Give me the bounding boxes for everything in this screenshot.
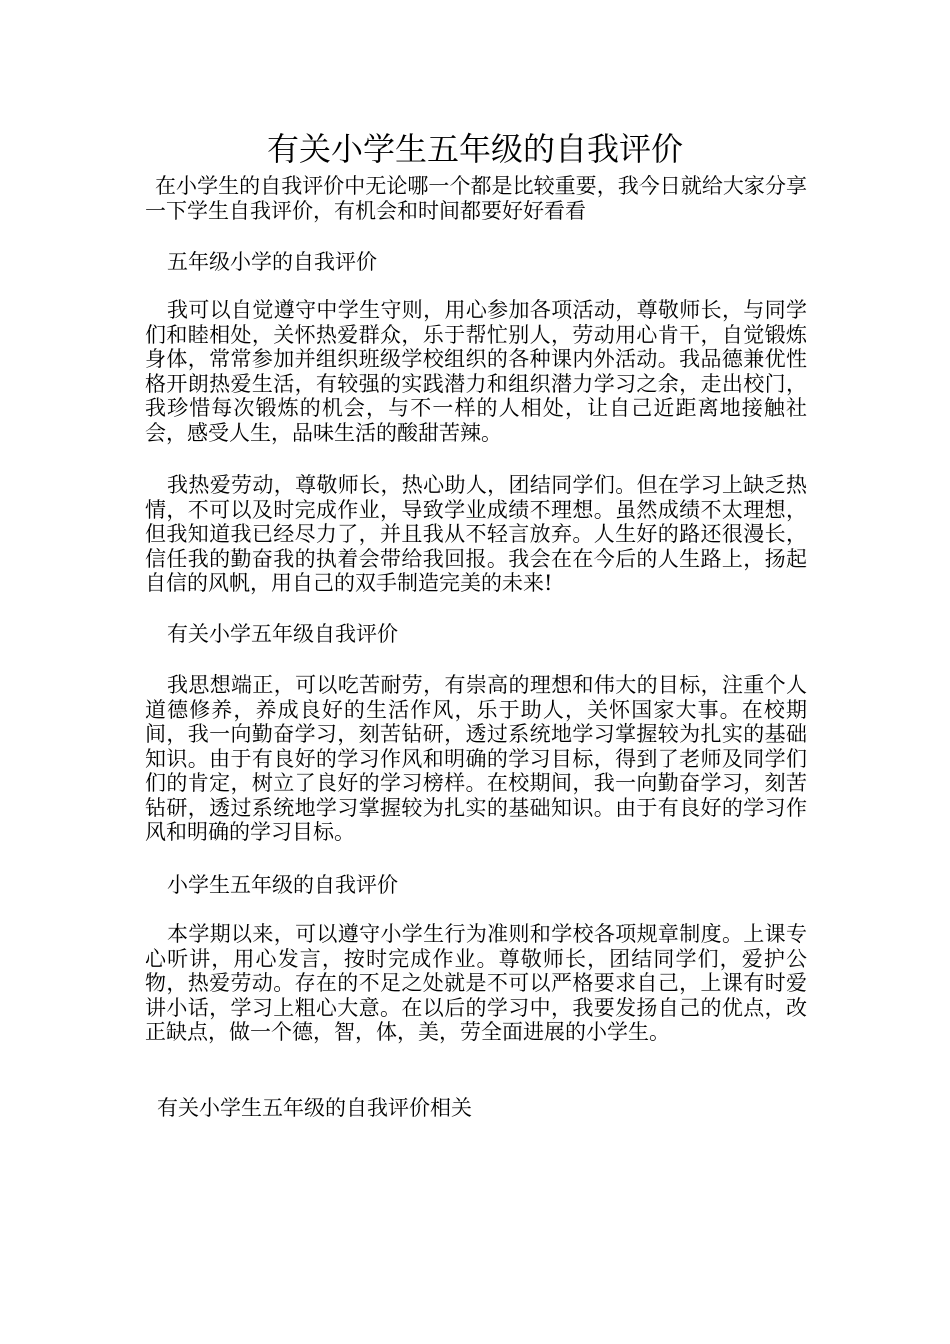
intro-paragraph: 在小学生的自我评价中无论哪一个都是比较重要，我今日就给大家分享一下学生自我评价，有机会和时间都要好好看看 (145, 174, 807, 223)
section-1-paragraph-2: 我热爱劳动，尊敬师长，热心助人，团结同学们。但在学习上缺乏热情，不可以及时完成作业，导致学业成绩不理想。虽然成绩不太理想，但我知道我已经尽力了，并且我从不轻言放弃。人生好的路还很漫长，信任我的勤奋我的执着会带给我回报。我会在在今后的人生路上，扬起自信的风帆，用自己的双手制造完美的未来! (145, 473, 807, 595)
section-1-paragraph-1: 我可以自觉遵守中学生守则，用心参加各项活动，尊敬师长，与同学们和睦相处，关怀热爱群众，乐于帮忙别人，劳动用心肯干，自觉锻炼身体，常常参加并组织班级学校组织的各种课内外活动。我品德兼优性格开朗热爱生活，有较强的实践潜力和组织潜力学习之余，走出校门，我珍惜每次锻炼的机会，与不一样的人相处，让自己近距离地接触社会，感受人生，品味生活的酸甜苦辣。 (145, 298, 807, 445)
document-title: 有关小学生五年级的自我评价 (266, 130, 683, 168)
related-heading: 有关小学生五年级的自我评价相关 (157, 1096, 472, 1120)
section-heading-2: 有关小学五年级自我评价 (167, 622, 398, 646)
section-heading-1: 五年级小学的自我评价 (167, 250, 377, 274)
section-2-paragraph-1: 我思想端正，可以吃苦耐劳，有崇高的理想和伟大的目标，注重个人道德修养，养成良好的生活作风，乐于助人，关怀国家大事。在校期间，我一向勤奋学习，刻苦钻研，透过系统地学习掌握较为扎实的基础知识。由于有良好的学习作风和明确的学习目标，得到了老师及同学们们的肯定，树立了良好的学习榜样。在校期间，我一向勤奋学习，刻苦钻研，透过系统地学习掌握较为扎实的基础知识。由于有良好的学习作风和明确的学习目标。 (145, 673, 807, 844)
section-3-paragraph-1: 本学期以来，可以遵守小学生行为准则和学校各项规章制度。上课专心听讲，用心发言，按时完成作业。尊敬师长，团结同学们，爱护公物，热爱劳动。存在的不足之处就是不可以严格要求自己，上课有时爱讲小话，学习上粗心大意。在以后的学习中，我要发扬自己的优点，改正缺点，做一个德，智，体，美，劳全面进展的小学生。 (145, 922, 807, 1044)
section-heading-3: 小学生五年级的自我评价 (167, 873, 398, 897)
